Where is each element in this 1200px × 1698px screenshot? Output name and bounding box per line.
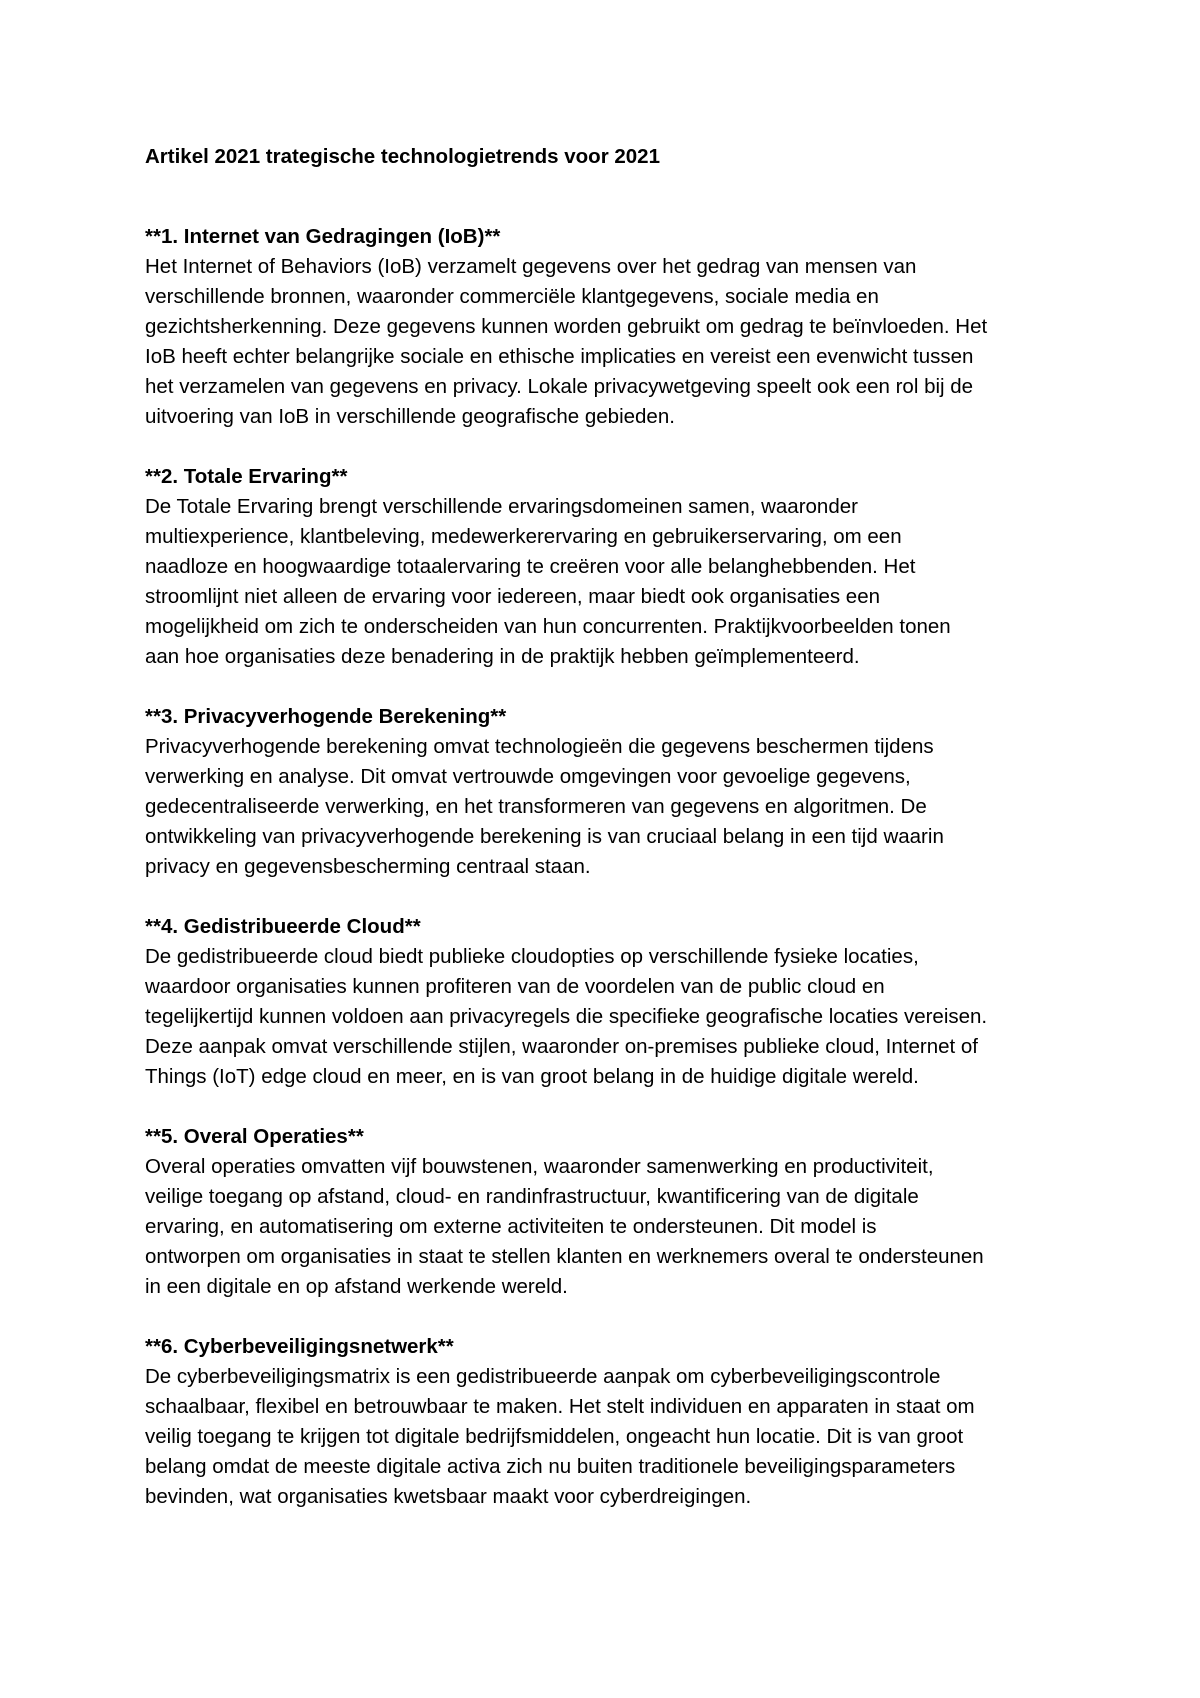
section-heading: **1. Internet van Gedragingen (IoB)**: [145, 225, 501, 248]
document-title: Artikel 2021 trategische technologietrends voor 2021: [145, 145, 660, 168]
paragraph-line: verschillende bronnen, waaronder commerciële klantgegevens, sociale media en: [145, 285, 879, 308]
paragraph-line: tegelijkertijd kunnen voldoen aan privacyregels die specifieke geografische locaties vereisen.: [145, 1005, 988, 1028]
section-body: [145, 492, 1075, 672]
paragraph-line: De Totale Ervaring brengt verschillende ervaringsdomeinen samen, waaronder: [145, 495, 858, 518]
paragraph-line: mogelijkheid om zich te onderscheiden van hun concurrenten. Praktijkvoorbeelden tonen: [145, 615, 951, 638]
section-cybersecurity-mesh: [145, 1332, 1075, 1512]
paragraph-line: privacy en gegevensbescherming centraal staan.: [145, 855, 591, 878]
paragraph-line: Things (IoT) edge cloud en meer, en is van groot belang in de huidige digitale wereld.: [145, 1065, 919, 1088]
section-internet-of-behaviors: [145, 222, 1075, 432]
paragraph-line: Privacyverhogende berekening omvat technologieën die gegevens beschermen tijdens: [145, 735, 934, 758]
paragraph-line: De gedistribueerde cloud biedt publieke cloudopties op verschillende fysieke locaties,: [145, 945, 919, 968]
paragraph-line: bevinden, wat organisaties kwetsbaar maakt voor cyberdreigingen.: [145, 1485, 752, 1508]
paragraph-line: De cyberbeveiligingsmatrix is een gedistribueerde aanpak om cyberbeveiligingscontrole: [145, 1365, 941, 1388]
paragraph-line: in een digitale en op afstand werkende wereld.: [145, 1275, 568, 1298]
paragraph-line: multiexperience, klantbeleving, medewerkerervaring en gebruikerservaring, om een: [145, 525, 902, 548]
document-page: [145, 142, 1075, 1542]
section-distributed-cloud: [145, 912, 1075, 1092]
paragraph-line: gezichtsherkenning. Deze gegevens kunnen worden gebruikt om gedrag te beïnvloeden. Het: [145, 315, 988, 338]
paragraph-line: waardoor organisaties kunnen profiteren van de voordelen van de public cloud en: [145, 975, 885, 998]
section-heading: **5. Overal Operaties**: [145, 1125, 364, 1148]
paragraph-line: veilige toegang op afstand, cloud- en randinfrastructuur, kwantificering van de digitale: [145, 1185, 919, 1208]
paragraph-line: het verzamelen van gegevens en privacy. Lokale privacywetgeving speelt ook een rol bij de: [145, 375, 974, 398]
paragraph-line: Overal operaties omvatten vijf bouwstenen, waaronder samenwerking en productiviteit,: [145, 1155, 934, 1178]
section-privacy-enhancing-computation: [145, 702, 1075, 882]
section-body: [145, 942, 1075, 1092]
section-heading: **6. Cyberbeveiligingsnetwerk**: [145, 1335, 454, 1358]
paragraph-line: ontworpen om organisaties in staat te stellen klanten en werknemers overal te ondersteunen: [145, 1245, 984, 1268]
paragraph-line: naadloze en hoogwaardige totaalervaring te creëren voor alle belanghebbenden. Het: [145, 555, 916, 578]
paragraph-line: IoB heeft echter belangrijke sociale en ethische implicaties en vereist een evenwicht tussen: [145, 345, 974, 368]
paragraph-line: stroomlijnt niet alleen de ervaring voor iedereen, maar biedt ook organisaties een: [145, 585, 881, 608]
section-total-experience: [145, 462, 1075, 672]
section-body: [145, 1362, 1075, 1512]
section-body: [145, 1152, 1075, 1302]
paragraph-line: gedecentraliseerde verwerking, en het transformeren van gegevens en algoritmen. De: [145, 795, 927, 818]
paragraph-line: schaalbaar, flexibel en betrouwbaar te maken. Het stelt individuen en apparaten in staat om: [145, 1395, 975, 1418]
section-heading: **4. Gedistribueerde Cloud**: [145, 915, 421, 938]
section-heading: **3. Privacyverhogende Berekening**: [145, 705, 507, 728]
paragraph-line: ontwikkeling van privacyverhogende berekening is van cruciaal belang in een tijd waarin: [145, 825, 944, 848]
paragraph-line: aan hoe organisaties deze benadering in de praktijk hebben geïmplementeerd.: [145, 645, 860, 668]
section-anywhere-operations: [145, 1122, 1075, 1302]
paragraph-line: Deze aanpak omvat verschillende stijlen, waaronder on-premises publieke cloud, Internet of: [145, 1035, 978, 1058]
section-heading: **2. Totale Ervaring**: [145, 465, 348, 488]
paragraph-line: verwerking en analyse. Dit omvat vertrouwde omgevingen voor gevoelige gegevens,: [145, 765, 911, 788]
paragraph-line: Het Internet of Behaviors (IoB) verzamelt gegevens over het gedrag van mensen van: [145, 255, 917, 278]
section-body: [145, 252, 1075, 432]
paragraph-line: uitvoering van IoB in verschillende geografische gebieden.: [145, 405, 675, 428]
section-body: [145, 732, 1075, 882]
paragraph-line: veilig toegang te krijgen tot digitale bedrijfsmiddelen, ongeacht hun locatie. Dit is van groot: [145, 1425, 964, 1448]
paragraph-line: belang omdat de meeste digitale activa zich nu buiten traditionele beveiligingsparameters: [145, 1455, 956, 1478]
paragraph-line: ervaring, en automatisering om externe activiteiten te ondersteunen. Dit model is: [145, 1215, 877, 1238]
